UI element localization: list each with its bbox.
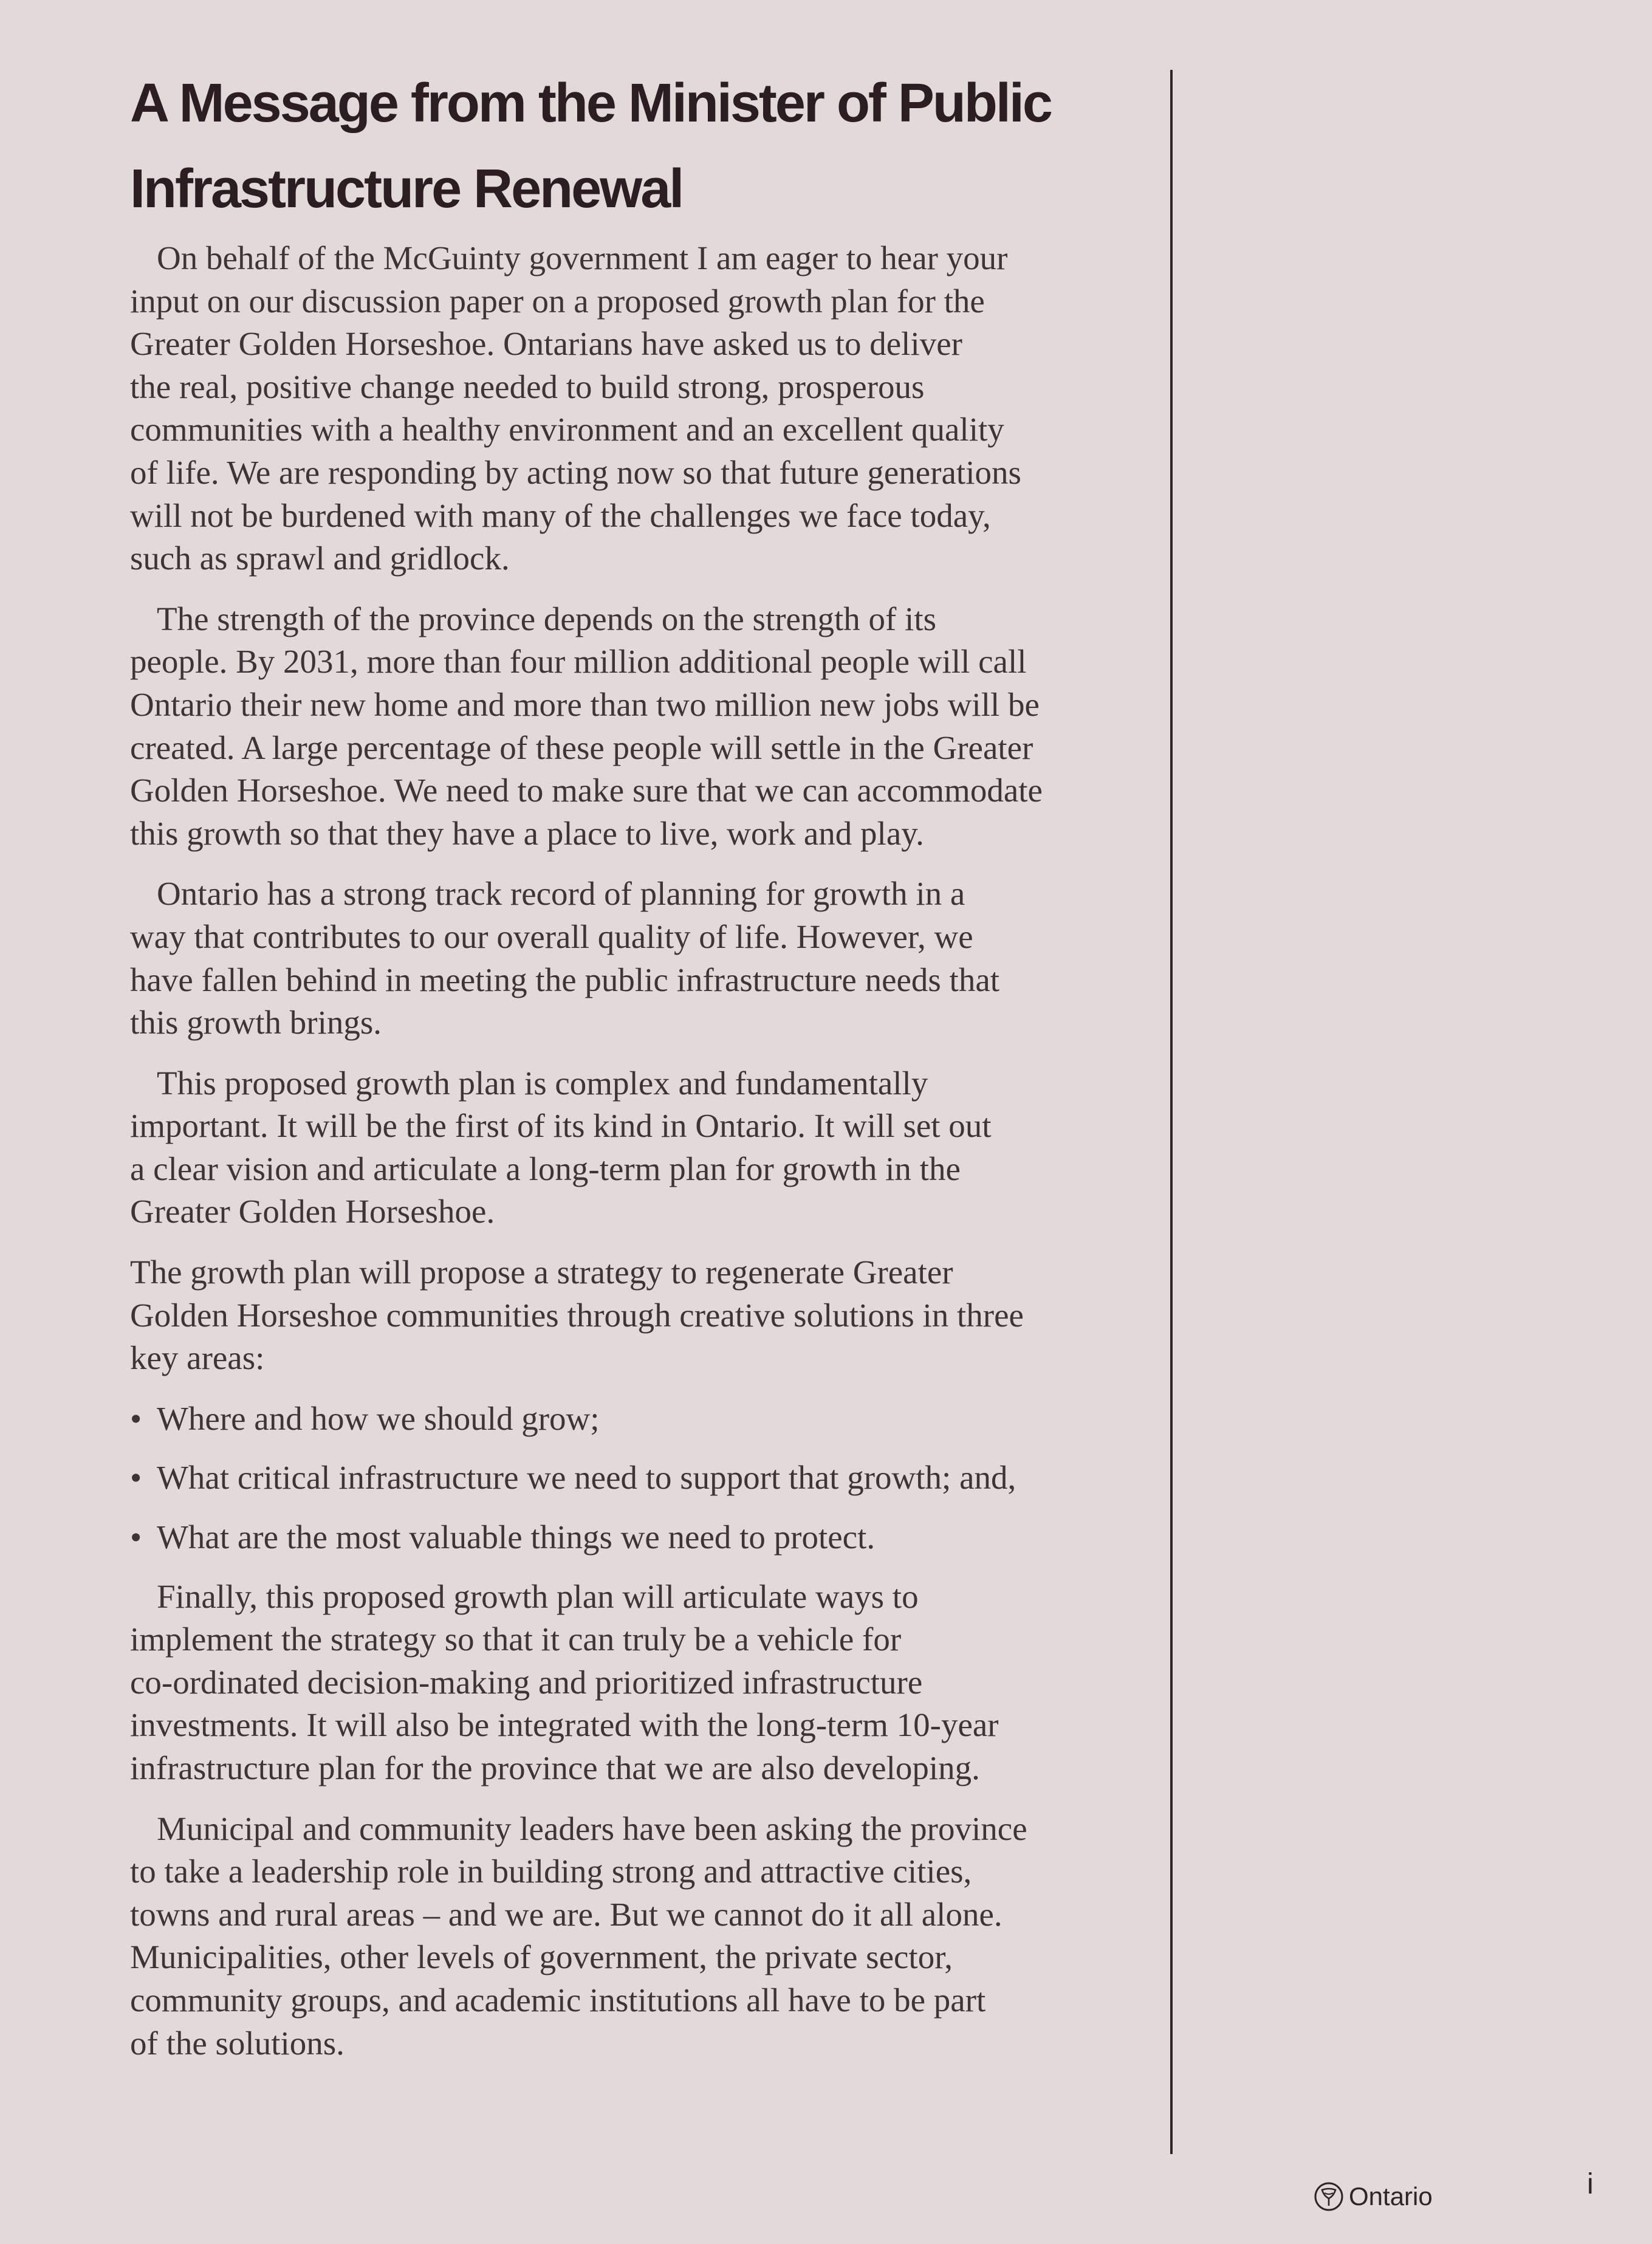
paragraph-line: The strength of the province depends on the strength of its <box>157 600 937 637</box>
paragraph-line: Greater Golden Horseshoe. Ontarians have asked us to deliver <box>130 325 962 363</box>
paragraph-line: the real, positive change needed to build strong, prosperous <box>130 368 925 405</box>
paragraph-line: co-ordinated decision-making and prioritized infrastructure <box>130 1663 923 1701</box>
paragraph-line: this growth brings. <box>130 1004 382 1041</box>
bullet-text: What critical infrastructure we need to support that growth; and, <box>157 1459 1016 1497</box>
paragraph-line: This proposed growth plan is complex and fundamentally <box>157 1064 928 1102</box>
paragraph-line: Ontario their new home and more than two million new jobs will be <box>130 685 1040 723</box>
bullet-text: What are the most valuable things we need to protect. <box>157 1518 876 1556</box>
ontario-logo <box>1314 2178 1433 2215</box>
paragraph-line: this growth so that they have a place to live, work and play. <box>130 814 924 852</box>
paragraph-line: of life. We are responding by acting now so that future generations <box>130 453 1021 491</box>
paragraph-line: Greater Golden Horseshoe. <box>130 1193 495 1230</box>
paragraph-line: have fallen behind in meeting the public infrastructure needs that <box>130 961 1000 998</box>
bullet-dot-icon: • <box>130 1459 142 1497</box>
page-number: i <box>1587 2168 1594 2200</box>
paragraph-line: investments. It will also be integrated with the long-term 10-year <box>130 1706 999 1744</box>
paragraph-line: Golden Horseshoe. We need to make sure that we can accommodate <box>130 772 1043 809</box>
paragraph-line: a clear vision and articulate a long-term plan for growth in the <box>130 1150 961 1187</box>
paragraph-line: people. By 2031, more than four million additional people will call <box>130 643 1027 681</box>
paragraph-line: infrastructure plan for the province that we are also developing. <box>130 1749 980 1786</box>
paragraph-line: such as sprawl and gridlock. <box>130 540 510 577</box>
paragraph-line: Ontario has a strong track record of planning for growth in a <box>157 875 965 913</box>
paragraph-line: will not be burdened with many of the challenges we face today, <box>130 496 991 534</box>
paragraph-line: input on our discussion paper on a proposed growth plan for the <box>130 282 985 320</box>
vertical-divider <box>1170 70 1173 2154</box>
trillium-icon <box>1314 2181 1344 2212</box>
paragraph-line: community groups, and academic institutions all have to be part <box>130 1981 986 2019</box>
paragraph-line: Golden Horseshoe communities through creative solutions in three <box>130 1296 1024 1334</box>
bullet-dot-icon: • <box>130 1518 142 1556</box>
body-paragraph <box>130 1251 1139 1380</box>
paragraph-line: important. It will be the first of its kind in Ontario. It will set out <box>130 1107 992 1145</box>
paragraph-line: communities with a healthy environment and an excellent quality <box>130 411 1004 448</box>
bullet-item <box>130 1457 1139 1500</box>
body-paragraph <box>130 1062 1139 1234</box>
bullet-item <box>130 1516 1139 1559</box>
paragraph-line: Finally, this proposed growth plan will articulate ways to <box>157 1577 919 1615</box>
bullet-item <box>130 1398 1139 1441</box>
paragraph-line: to take a leadership role in building strong and attractive cities, <box>130 1853 972 1890</box>
body-paragraph <box>130 237 1139 580</box>
body-paragraph <box>130 1808 1139 2065</box>
paragraph-line: created. A large percentage of these people will settle in the Greater <box>130 729 1033 766</box>
paragraph-line: The growth plan will propose a strategy to regenerate Greater <box>130 1254 953 1291</box>
page-title <box>130 61 1163 232</box>
body-paragraph <box>130 1576 1139 1790</box>
ontario-logo-text: Ontario <box>1349 2182 1433 2211</box>
paragraph-line: way that contributes to our overall quality of life. However, we <box>130 918 973 955</box>
paragraph-line: Municipal and community leaders have been asking the province <box>157 1810 1027 1847</box>
bullet-text: Where and how we should grow; <box>157 1399 600 1437</box>
paragraph-line: of the solutions. <box>130 2024 344 2062</box>
body-paragraph <box>130 598 1139 856</box>
paragraph-line: On behalf of the McGuinty government I am eager to hear your <box>157 239 1008 276</box>
title-line-2: Infrastructure Renewal <box>130 159 683 219</box>
paragraph-line: key areas: <box>130 1339 265 1377</box>
bullet-dot-icon: • <box>130 1399 142 1437</box>
title-line-1: A Message from the Minister of Public <box>130 73 1051 134</box>
message-body <box>130 237 1139 2082</box>
paragraph-line: Municipalities, other levels of government, the private sector, <box>130 1938 953 1976</box>
paragraph-line: towns and rural areas – and we are. But we cannot do it all alone. <box>130 1895 1003 1933</box>
body-paragraph <box>130 873 1139 1044</box>
paragraph-line: implement the strategy so that it can truly be a vehicle for <box>130 1621 902 1658</box>
